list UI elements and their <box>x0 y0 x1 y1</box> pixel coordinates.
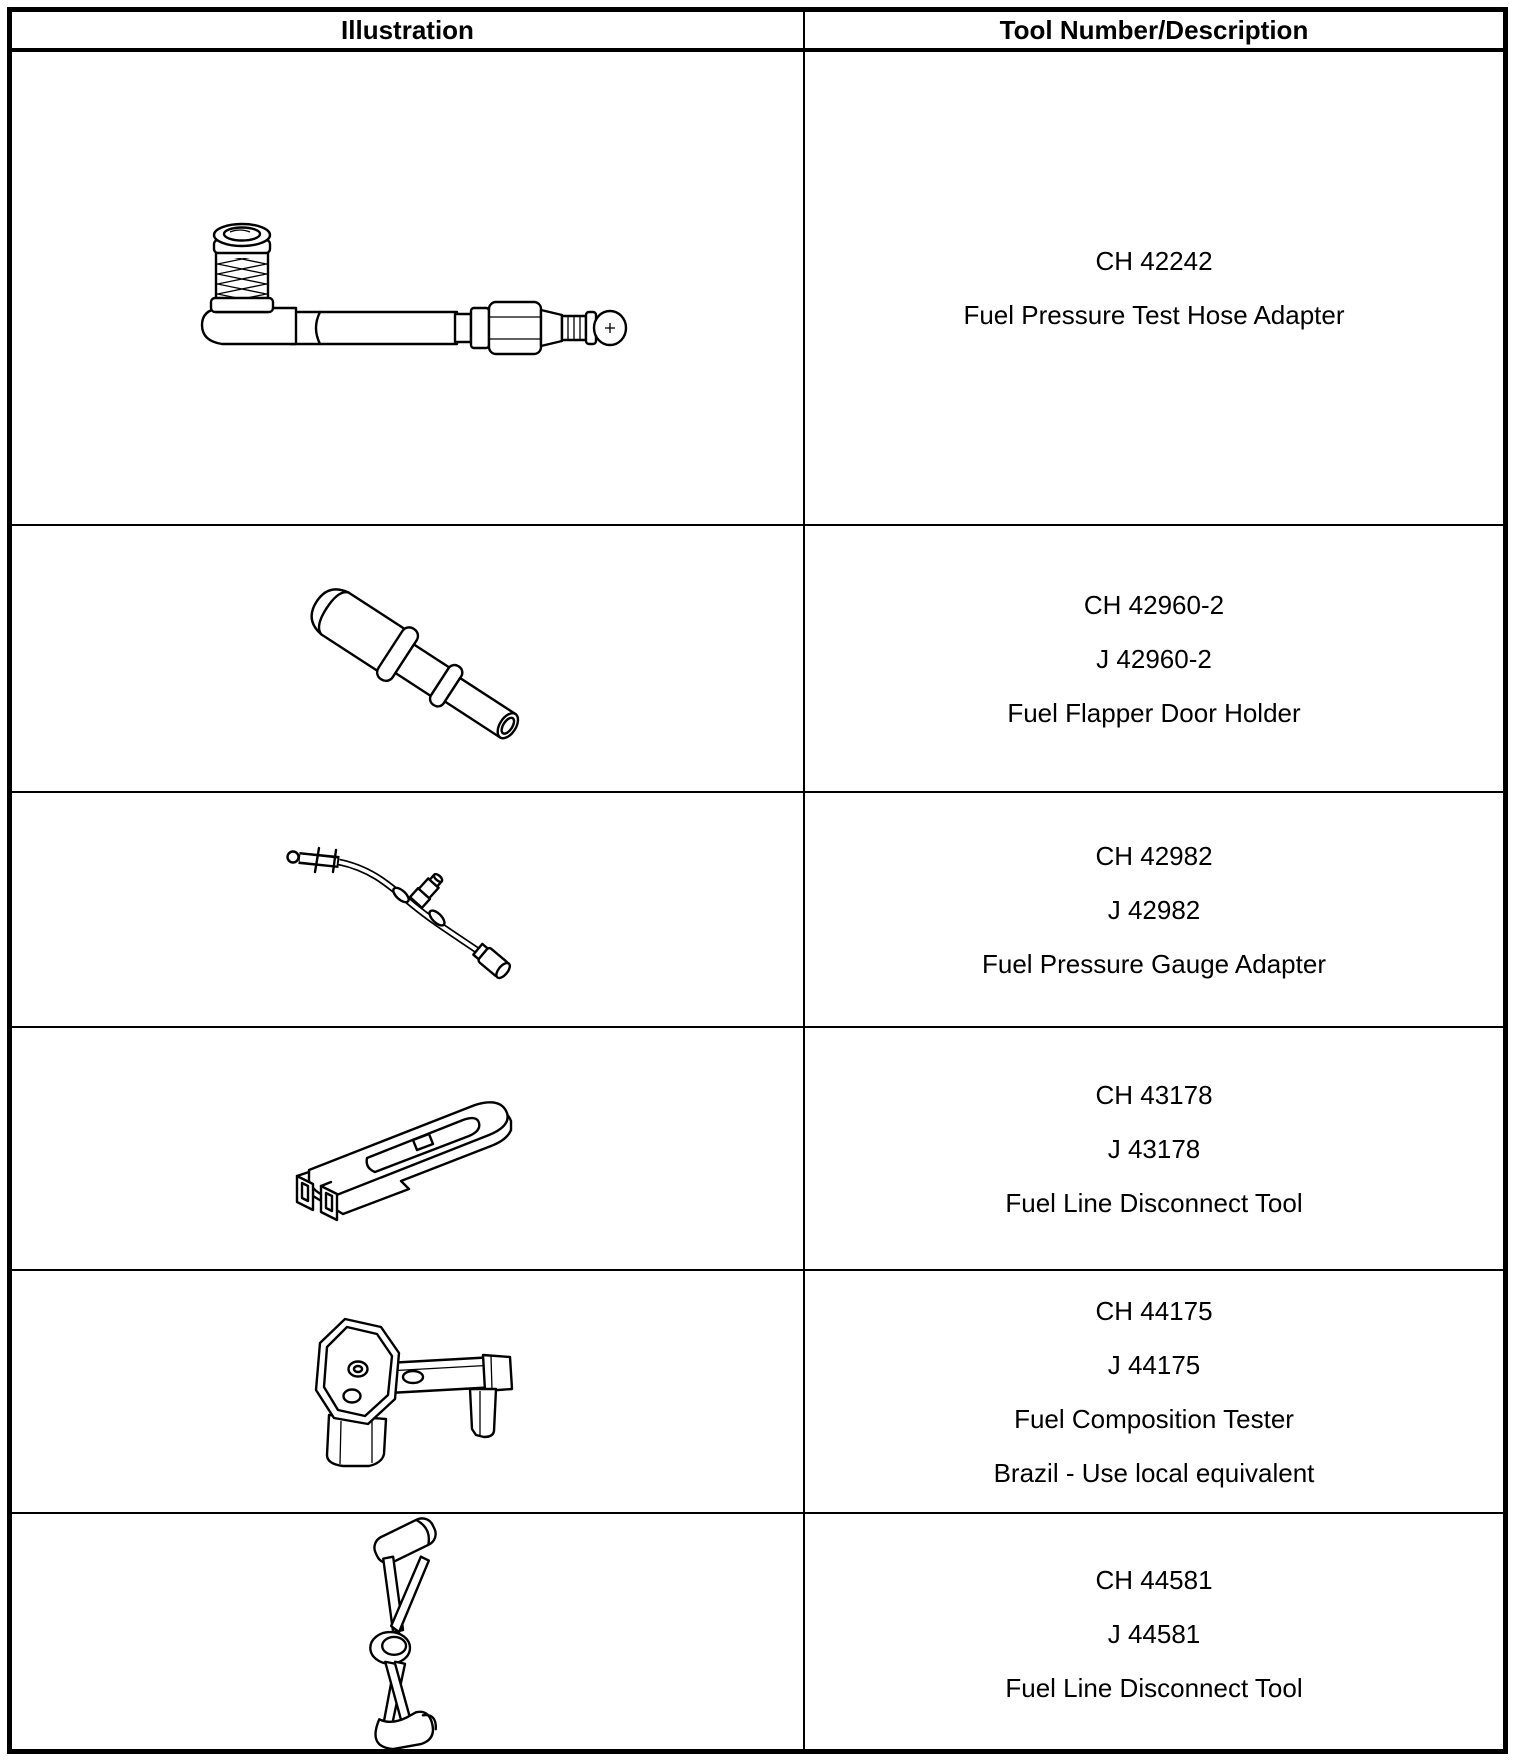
fuel-line-disconnect-tool-vertical-drawing <box>343 1515 473 1753</box>
tool-description: Fuel Line Disconnect Tool <box>1005 1187 1303 1218</box>
tool-number-alt: J 44581 <box>1107 1618 1201 1649</box>
tool-number: CH 42960-2 <box>1083 589 1225 620</box>
description-cell <box>805 1028 1503 1269</box>
description-cell <box>805 52 1503 524</box>
fuel-pressure-gauge-adapter-drawing <box>273 835 543 985</box>
tool-description: Fuel Line Disconnect Tool <box>1005 1672 1303 1703</box>
illustration-cell <box>12 52 805 524</box>
tool-description: Fuel Pressure Gauge Adapter <box>982 948 1326 979</box>
tool-number-alt: J 43178 <box>1107 1133 1201 1164</box>
column-header-tool-number-description: Tool Number/Description <box>999 14 1309 45</box>
description-cell <box>805 793 1503 1026</box>
table-row <box>12 1271 1503 1514</box>
tool-number-alt: J 42982 <box>1107 894 1201 925</box>
fuel-pressure-test-hose-adapter-drawing <box>178 218 638 358</box>
illustration-cell <box>12 793 805 1026</box>
table-header-row <box>12 12 1503 52</box>
table-row <box>12 1028 1503 1271</box>
table-row <box>12 793 1503 1028</box>
illustration-cell <box>12 1271 805 1512</box>
tool-description: Fuel Flapper Door Holder <box>1007 697 1301 728</box>
tool-number: CH 42242 <box>1095 246 1213 276</box>
tool-number: CH 43178 <box>1095 1079 1213 1110</box>
illustration-cell <box>12 1514 805 1753</box>
table-row <box>12 1514 1503 1753</box>
fuel-flapper-door-holder-drawing <box>283 569 533 749</box>
tool-number: CH 42982 <box>1095 840 1213 871</box>
illustration-cell <box>12 526 805 791</box>
description-cell <box>805 1514 1503 1753</box>
tool-note: Brazil - Use local equivalent <box>993 1457 1315 1488</box>
table-row <box>12 526 1503 793</box>
tool-description: Fuel Pressure Test Hose Adapter <box>963 300 1345 330</box>
tool-number: CH 44175 <box>1095 1295 1213 1326</box>
tool-number-alt: J 44175 <box>1107 1349 1201 1380</box>
illustration-cell <box>12 1028 805 1269</box>
table-row <box>12 52 1503 526</box>
tool-number-alt: J 42960-2 <box>1096 643 1212 674</box>
description-cell <box>805 1271 1503 1512</box>
tool-number: CH 44581 <box>1095 1564 1213 1595</box>
description-cell <box>805 526 1503 791</box>
fuel-composition-tester-drawing <box>283 1307 533 1477</box>
special-tools-table <box>7 7 1508 1754</box>
fuel-line-disconnect-tool-drawing <box>273 1074 543 1224</box>
column-header-illustration: Illustration <box>12 12 805 48</box>
tool-description: Fuel Composition Tester <box>1014 1403 1294 1434</box>
